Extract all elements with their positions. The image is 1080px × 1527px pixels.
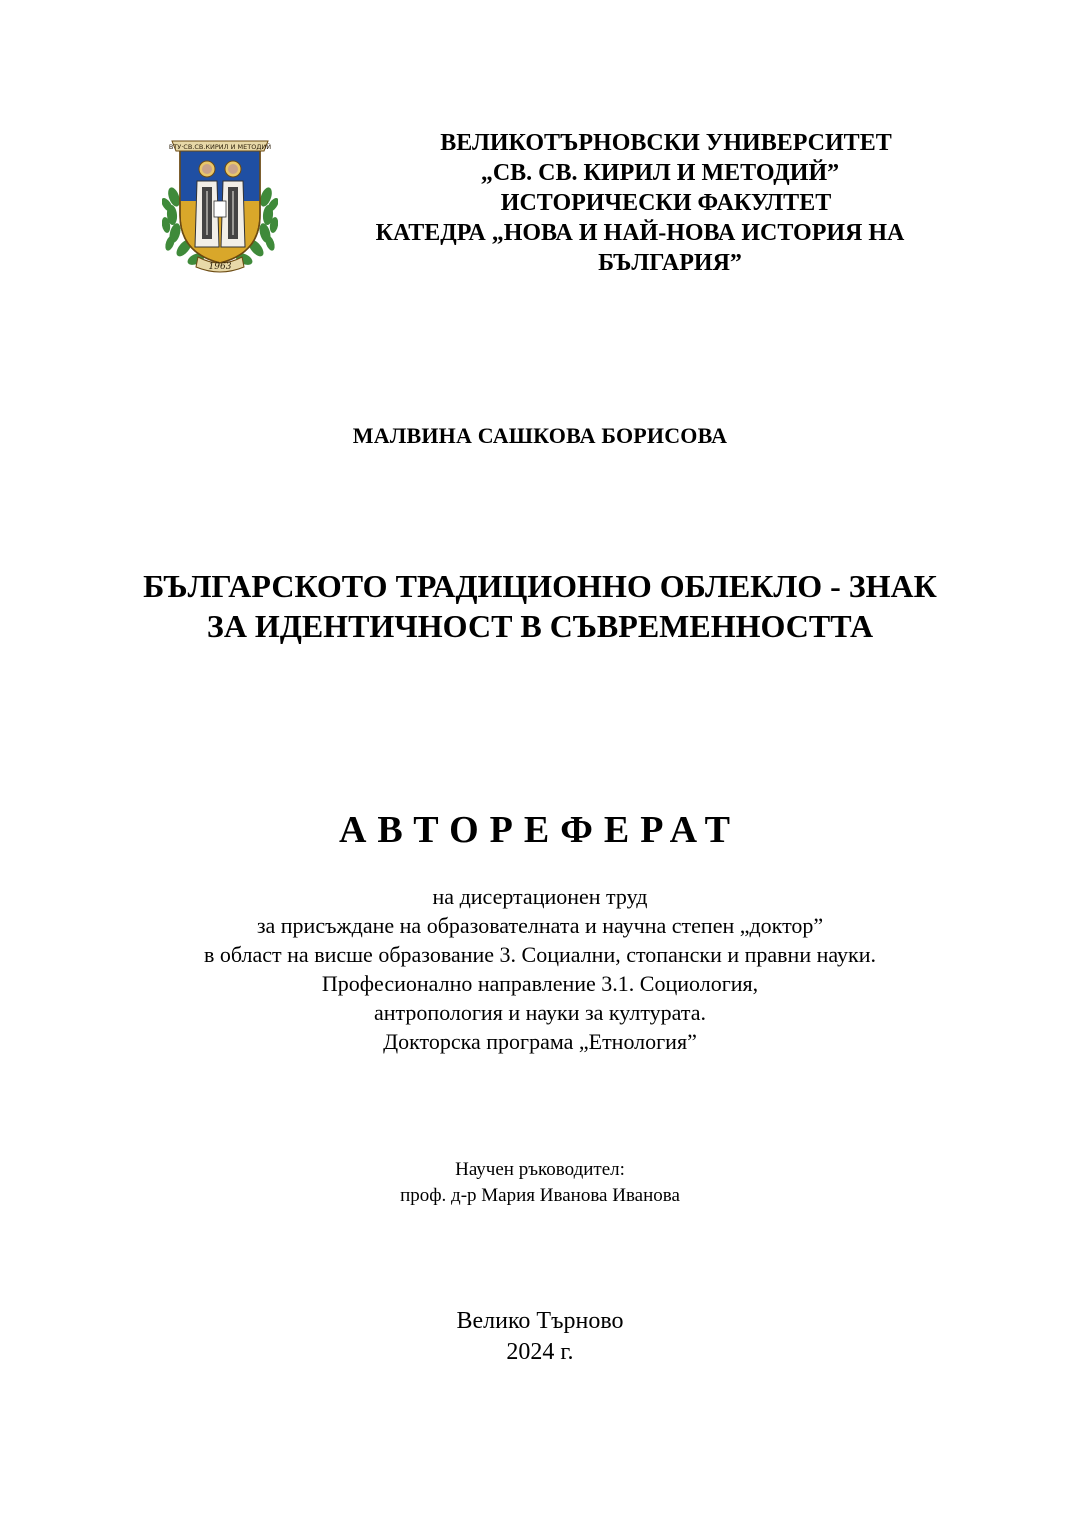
- description-line-6: Докторска програма „Етнология”: [383, 1029, 697, 1054]
- document-type-heading: АВТОРЕФЕРАТ: [338, 809, 742, 851]
- university-patron: „СВ. СВ. КИРИЛ И МЕТОДИЙ”: [480, 160, 840, 186]
- supervisor-label: Научен ръководител:: [455, 1159, 625, 1180]
- crest-icon: [162, 135, 278, 275]
- supervisor-block: [0, 1157, 1080, 1209]
- place: Велико Търново: [456, 1308, 624, 1334]
- department-name-line-1: КАТЕДРА „НОВА И НАЙ-НОВА ИСТОРИЯ НА: [375, 220, 905, 246]
- description-line-2: за присъждане на образователната и научна степен „доктор”: [256, 913, 824, 938]
- description-line-4: Професионално направление 3.1. Социология,: [321, 971, 759, 996]
- svg-text:ВТУ·СВ.СВ.КИРИЛ И МЕТОДИЙ: ВТУ·СВ.СВ.КИРИЛ И МЕТОДИЙ: [168, 143, 272, 151]
- thesis-title-line-2: ЗА ИДЕНТИЧНОСТ В СЪВРЕМЕННОСТТА: [206, 608, 874, 644]
- thesis-title-line-1: БЪЛГАРСКОТО ТРАДИЦИОННО ОБЛЕКЛО - ЗНАК: [143, 568, 937, 604]
- university-header: [300, 128, 1020, 278]
- university-crest-logo: [162, 135, 278, 275]
- faculty-name: ИСТОРИЧЕСКИ ФАКУЛТЕТ: [500, 190, 832, 216]
- svg-text:1963: 1963: [208, 262, 232, 272]
- description-line-3: в област на висше образование 3. Социални, стопански и правни науки.: [204, 942, 876, 967]
- top-ribbon: [169, 141, 271, 151]
- thesis-title: [60, 566, 1020, 646]
- university-name: ВЕЛИКОТЪРНОВСКИ УНИВЕРСИТЕТ: [440, 130, 892, 156]
- description-line-5: антропология и науки за културата.: [374, 1000, 706, 1025]
- dissertation-description: [60, 882, 1020, 1056]
- description-line-1: на дисертационен труд: [432, 884, 648, 909]
- supervisor-name: проф. д-р Мария Иванова Иванова: [400, 1185, 680, 1206]
- year: 2024 г.: [506, 1339, 574, 1365]
- department-name-line-2: БЪЛГАРИЯ”: [598, 250, 742, 276]
- author-name: МАЛВИНА САШКОВА БОРИСОВА: [352, 423, 728, 448]
- place-and-date: [0, 1306, 1080, 1368]
